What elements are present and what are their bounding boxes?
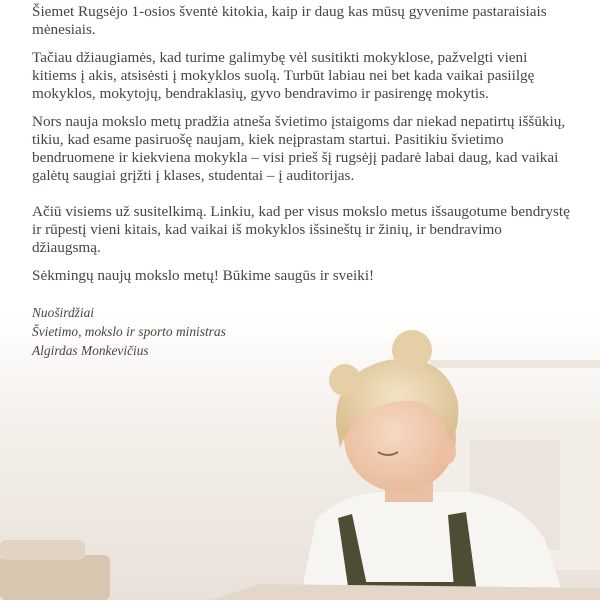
letter-paragraph: Ačiū visiems už susitelkimą. Linkiu, kad per visus mokslo metus išsaugotume bendrystę ir rūpestį vieni kitais, kad vaikai iš mokyklos išsineštų ir žinių, ir bendravimo džiaugsmą. (32, 203, 570, 256)
signature-closing: Nuoširdžiai (32, 305, 95, 320)
letter-body (32, 0, 572, 360)
letter-paragraph: Nors nauja mokslo metų pradžia atneša švietimo įstaigoms dar niekad nepatirtų iššūkių, tikiu, kad esame pasiruošę naujam, kiek neįprastam startui. Pasitikiu švietimo bendruomene ir kiekviena mokykla – visi prieš šį rugsėjį padarė labai daug, kad vaikai galėtų saugiai grįžti į klases, studentai – į auditorijas. (32, 113, 566, 184)
hair-bun-left (329, 364, 361, 396)
signature-block (32, 303, 572, 360)
signature-name: Algirdas Monkevičius (32, 343, 149, 358)
signature-title: Švietimo, mokslo ir sporto ministras (32, 324, 226, 339)
ear (440, 440, 456, 464)
letter-paragraph: Sėkmingų naujų mokslo metų! Būkime saugūs ir sveiki! (32, 267, 375, 284)
sofa (0, 555, 110, 600)
letter-paragraph: Tačiau džiaugiamės, kad turime galimybę vėl susitikti mokyklose, pažvelgti vieni kitiems į akis, atsisėsti į mokyklos suolą. Turbūt labiau nei bet kada vaikai pasiilgę mokyklos, mokytojų, bendraklasių, gyvo bendravimo ir pasirengę mokytis. (32, 49, 535, 102)
letter-paragraph: Šiemet Rugsėjo 1-osios šventė kitokia, kaip ir daug kas mūsų gyvenime pastaraisiais mėnesiais. (32, 3, 547, 38)
sofa-back (0, 540, 85, 560)
shelf (430, 360, 600, 368)
